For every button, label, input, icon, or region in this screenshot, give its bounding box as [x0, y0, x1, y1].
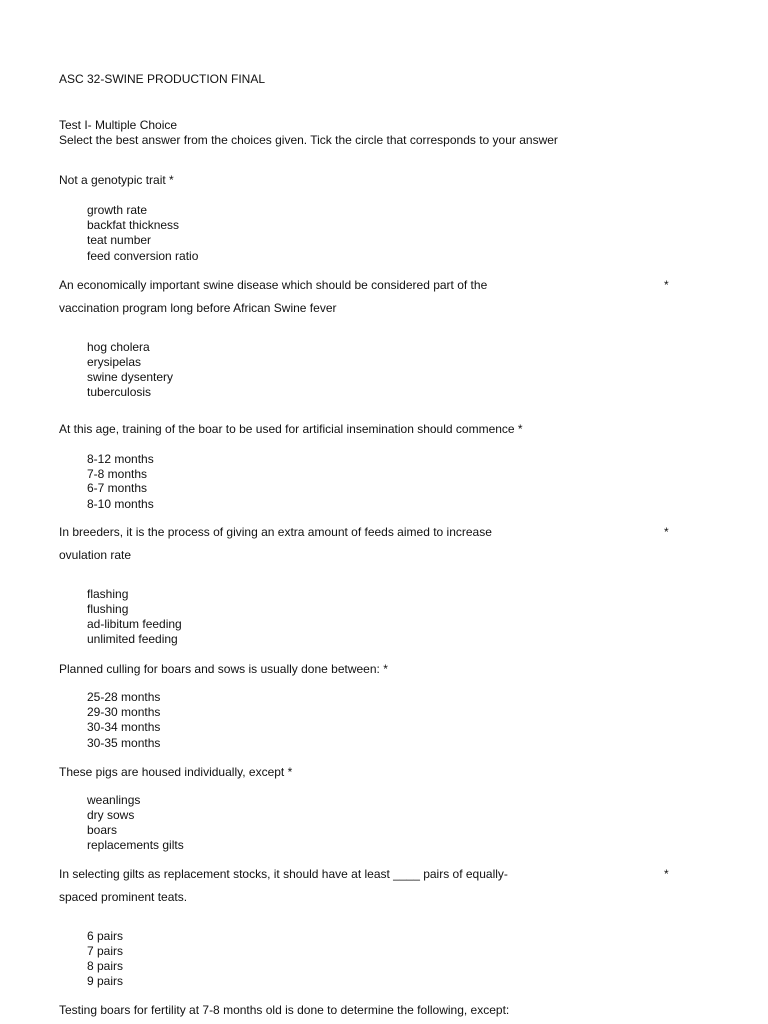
option-label[interactable]: 7 pairs [87, 944, 124, 958]
option-label[interactable]: erysipelas [87, 355, 142, 369]
question-text-continued: ovulation rate [59, 548, 132, 562]
option-label[interactable]: 8 pairs [87, 959, 124, 973]
option-label[interactable]: hog cholera [87, 340, 150, 354]
option-label[interactable]: unlimited feeding [87, 632, 178, 646]
option-label[interactable]: backfat thickness [87, 218, 180, 232]
option-label[interactable]: flashing [87, 587, 129, 601]
option-label[interactable]: 6-7 months [87, 481, 148, 495]
test-heading: Test I- Multiple Choice [59, 118, 178, 132]
question-text: At this age, training of the boar to be used for artificial insemination should commence * [59, 422, 523, 436]
option-label[interactable]: teat number [87, 233, 152, 247]
option-label[interactable]: growth rate [87, 203, 148, 217]
question-text: Not a genotypic trait * [59, 173, 174, 187]
question-text: Planned culling for boars and sows is usually done between: * [59, 662, 388, 676]
question-text: These pigs are housed individually, except * [59, 765, 293, 779]
option-label[interactable]: 6 pairs [87, 929, 124, 943]
option-label[interactable]: 8-12 months [87, 452, 154, 466]
required-marker: * [664, 867, 669, 881]
required-marker: * [664, 278, 669, 292]
question-text: Testing boars for fertility at 7-8 months old is done to determine the following, except: [59, 1003, 510, 1017]
question-text: In selecting gilts as replacement stocks, it should have at least ____ pairs of equally- [59, 867, 508, 881]
option-label[interactable]: ad-libitum feeding [87, 617, 182, 631]
required-marker: * [664, 525, 669, 539]
question-text: An economically important swine disease which should be considered part of the [59, 278, 488, 292]
option-label[interactable]: 29-30 months [87, 705, 161, 719]
option-label[interactable]: 7-8 months [87, 467, 148, 481]
instructions: Select the best answer from the choices given. Tick the circle that corresponds to your answer [59, 133, 558, 147]
option-label[interactable]: tuberculosis [87, 385, 152, 399]
option-label[interactable]: boars [87, 823, 118, 837]
option-label[interactable]: swine dysentery [87, 370, 174, 384]
question-text-continued: vaccination program long before African Swine fever [59, 301, 337, 315]
document-title: ASC 32-SWINE PRODUCTION FINAL [59, 72, 266, 86]
question-text: In breeders, it is the process of giving an extra amount of feeds aimed to increase [59, 525, 492, 539]
option-label[interactable]: weanlings [87, 793, 141, 807]
option-label[interactable]: replacements gilts [87, 838, 184, 852]
question-text-continued: spaced prominent teats. [59, 890, 188, 904]
option-label[interactable]: 30-35 months [87, 736, 161, 750]
option-label[interactable]: feed conversion ratio [87, 249, 199, 263]
option-label[interactable]: 25-28 months [87, 690, 161, 704]
option-label[interactable]: dry sows [87, 808, 135, 822]
option-label[interactable]: 30-34 months [87, 720, 161, 734]
option-label[interactable]: 9 pairs [87, 974, 124, 988]
option-label[interactable]: 8-10 months [87, 497, 154, 511]
option-label[interactable]: flushing [87, 602, 129, 616]
